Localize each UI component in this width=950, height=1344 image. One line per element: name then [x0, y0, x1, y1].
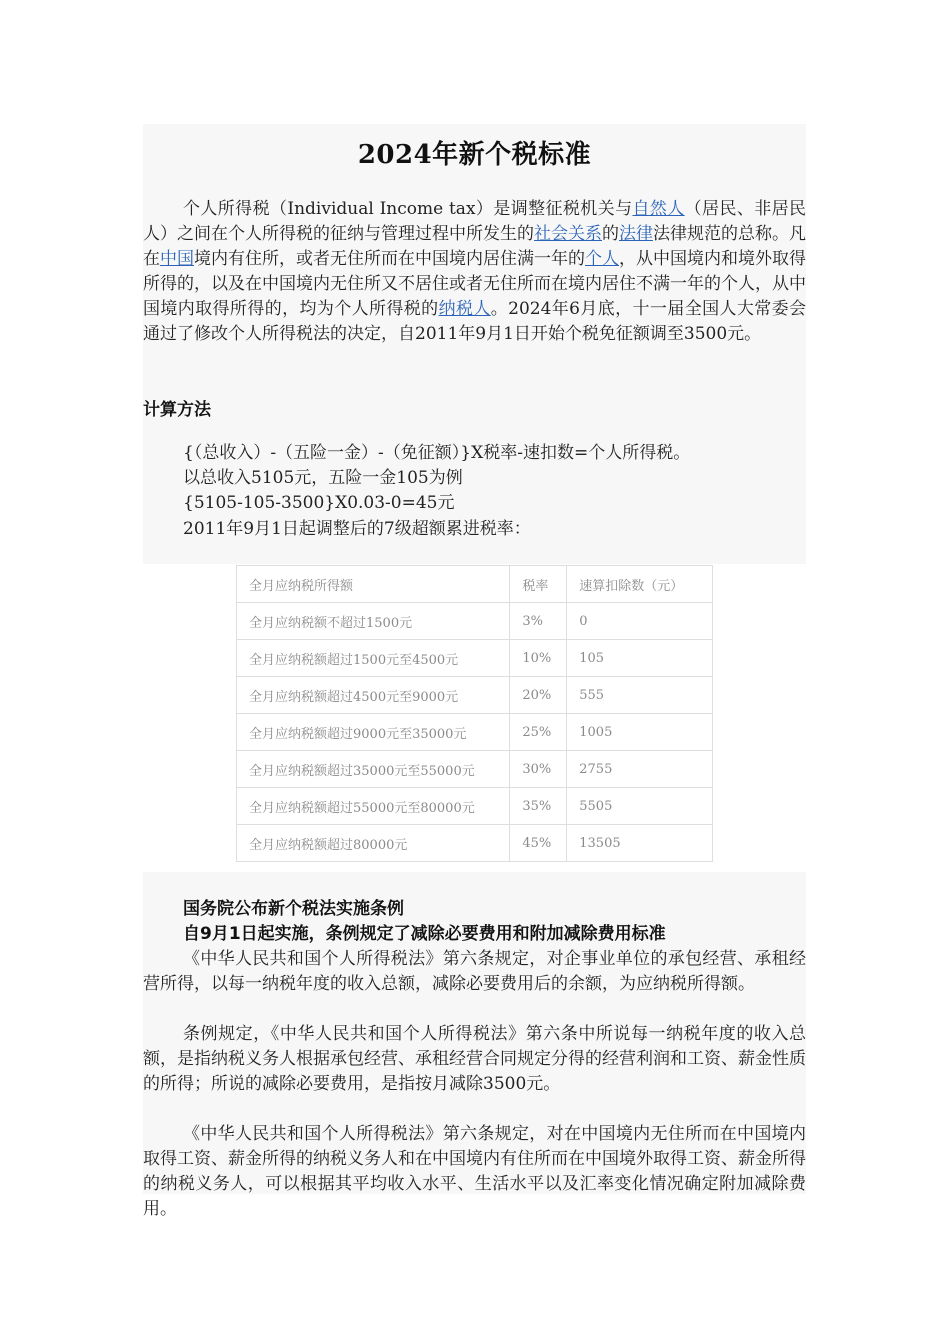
cell-income-range: 全月应纳税额超过4500元至9000元	[237, 677, 510, 714]
intro-section	[143, 124, 806, 564]
intro-text-2: （居民、非居民人）之间在个人所得税的征纳与管理过程中所发生的	[143, 199, 807, 244]
header-tax-rate: 税率	[510, 566, 567, 603]
calc-example-intro: 以总收入5105元，五险一金105为例	[183, 468, 463, 488]
cell-deduction: 105	[567, 640, 713, 677]
cell-deduction: 0	[567, 603, 713, 640]
table-header-row	[237, 566, 713, 603]
table-row	[237, 640, 713, 677]
cell-income-range: 全月应纳税额超过80000元	[237, 825, 510, 862]
cell-deduction: 5505	[567, 788, 713, 825]
regulation-heading: 国务院公布新个税法实施条例	[183, 899, 404, 919]
intro-text-1: 个人所得税（Individual Income tax）是调整征税机关与	[183, 199, 633, 219]
regulation-section	[143, 872, 806, 1219]
table-row	[237, 788, 713, 825]
intro-text-5: 境内有住所，或者无住所而在中国境内居住满一年的	[194, 249, 585, 269]
table-intro: 2011年9月1日起调整后的7级超额累进税率：	[183, 519, 531, 539]
intro-text-6: ，从中国境内和境外取得所得的，以及在中国境内无住所又不居住或者无住所而在境内居住不满一年的个人，从中国境内取得所得的，均为个人所得税的	[143, 249, 806, 319]
intro-paragraph	[143, 197, 806, 347]
link-taxpayer[interactable]: 纳税人	[438, 299, 491, 319]
cell-deduction: 555	[567, 677, 713, 714]
tax-rate-table	[236, 565, 713, 862]
cell-rate: 30%	[510, 751, 567, 788]
table-row	[237, 825, 713, 862]
cell-rate: 3%	[510, 603, 567, 640]
cell-rate: 45%	[510, 825, 567, 862]
header-quick-deduction: 速算扣除数（元）	[567, 566, 713, 603]
cell-deduction: 2755	[567, 751, 713, 788]
regulation-paragraph-1: 《中华人民共和国个人所得税法》第六条规定，对企事业单位的承包经营、承租经营所得，以每一纳税年度的收入总额，减除必要费用后的余额，为应纳税所得额。	[143, 949, 806, 994]
cell-deduction: 13505	[567, 825, 713, 862]
calc-example: {5105-105-3500}X0.03-0=45元	[183, 493, 455, 513]
link-law[interactable]: 法律	[619, 224, 653, 244]
regulation-paragraph-3: 《中华人民共和国个人所得税法》第六条规定，对在中国境内无住所而在中国境内取得工资、薪金所得的纳税义务人和在中国境内有住所而在中国境外取得工资、薪金所得的纳税义务人，可以根据其平均收入水平、生活水平以及汇率变化情况确定附加减除费用。	[143, 1124, 806, 1219]
cell-rate: 35%	[510, 788, 567, 825]
calc-formula: {（总收入）-（五险一金）-（免征额）}X税率-速扣数=个人所得税。	[183, 443, 691, 463]
link-individual[interactable]: 个人	[585, 249, 619, 269]
header-taxable-income: 全月应纳税所得额	[237, 566, 510, 603]
intro-text-3: 的	[602, 224, 619, 244]
cell-income-range: 全月应纳税额超过55000元至80000元	[237, 788, 510, 825]
link-natural-person[interactable]: 自然人	[632, 199, 685, 219]
table-row	[237, 603, 713, 640]
regulation-subheading: 自9月1日起实施，条例规定了减除必要费用和附加减除费用标准	[183, 924, 666, 944]
cell-income-range: 全月应纳税额超过35000元至55000元	[237, 751, 510, 788]
cell-income-range: 全月应纳税额超过1500元至4500元	[237, 640, 510, 677]
table-row	[237, 751, 713, 788]
link-china[interactable]: 中国	[160, 249, 194, 269]
cell-income-range: 全月应纳税额超过9000元至35000元	[237, 714, 510, 751]
table-row	[237, 677, 713, 714]
cell-deduction: 1005	[567, 714, 713, 751]
table-row	[237, 714, 713, 751]
cell-rate: 10%	[510, 640, 567, 677]
cell-income-range: 全月应纳税额不超过1500元	[237, 603, 510, 640]
intro-text-4: 法律规范的总称。凡在	[143, 224, 806, 269]
page-title: 2024年新个税标准	[357, 140, 592, 170]
cell-rate: 20%	[510, 677, 567, 714]
intro-text-7: 。2024年6月底，十一届全国人大常委会通过了修改个人所得税法的决定，自2011年9月1日开始个税免征额调至3500元。	[143, 299, 807, 344]
regulation-paragraph-2: 条例规定，《中华人民共和国个人所得税法》第六条中所说每一纳税年度的收入总额，是指纳税义务人根据承包经营、承租经营合同规定分得的经营利润和工资、薪金性质的所得；所说的减除必要费用，是指按月减除3500元。	[143, 1024, 806, 1094]
cell-rate: 25%	[510, 714, 567, 751]
link-social-relations[interactable]: 社会关系	[534, 224, 602, 244]
calc-method-heading: 计算方法	[143, 400, 211, 420]
